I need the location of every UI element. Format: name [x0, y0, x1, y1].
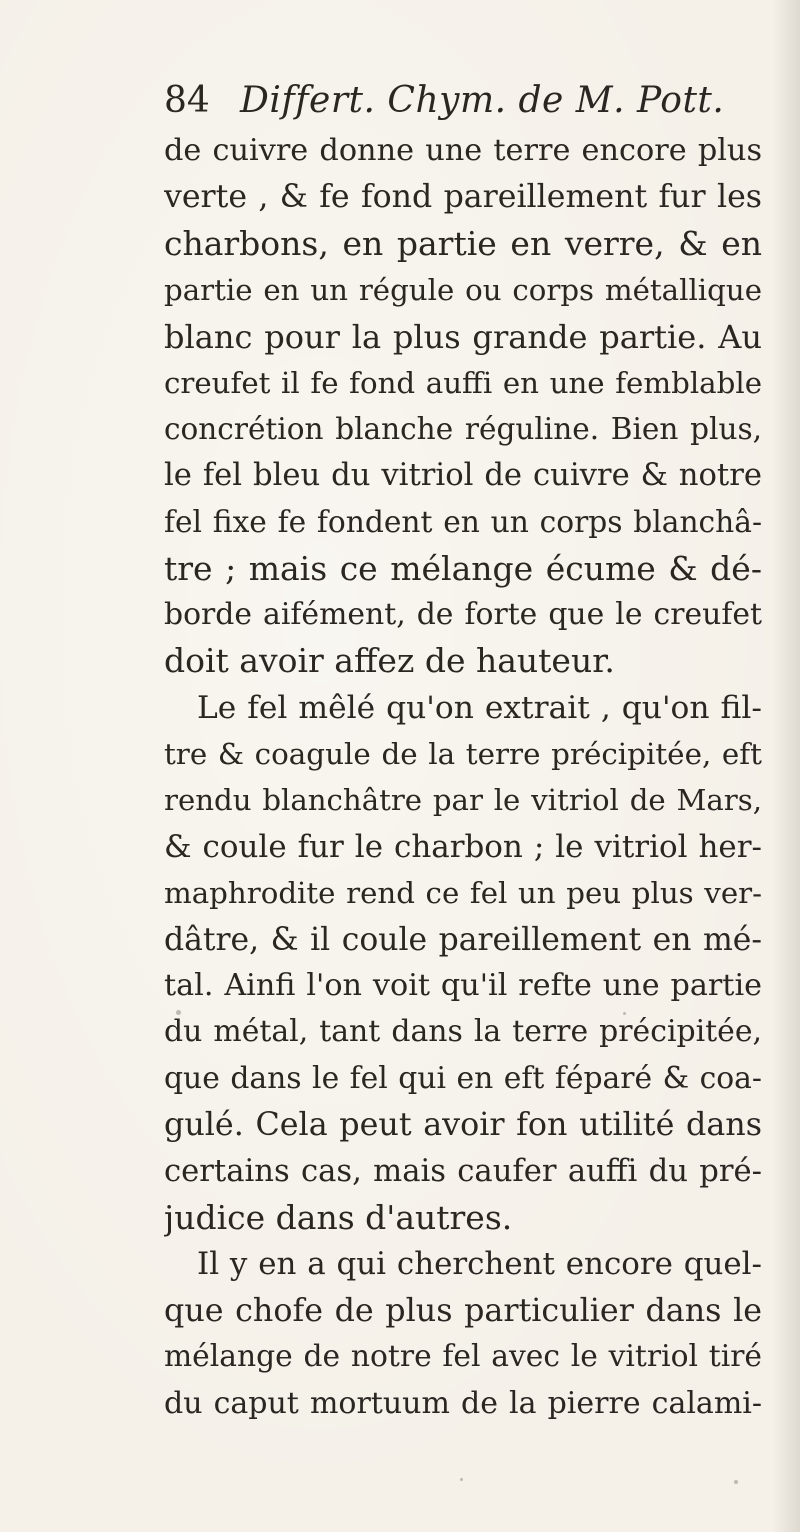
- text-line: du métal, tant dans la terre précipitée,: [164, 1014, 762, 1050]
- paper-speck: [460, 1478, 463, 1481]
- text-line: tre ; mais ce mélange écume & dé-: [164, 548, 762, 588]
- text-line: tal. Ainfi l'on voit qu'il refte une partie: [164, 968, 762, 1004]
- paper-speck: [734, 1480, 738, 1484]
- page-edge-shadow: [772, 0, 800, 1532]
- text-line: fel fixe fe fondent en un corps blanchâ-: [164, 504, 762, 540]
- text-line: charbons, en partie en verre, & en: [164, 223, 762, 263]
- text-line: que chofe de plus particulier dans le: [164, 1292, 762, 1329]
- text-line: dâtre, & il coule pareillement en mé-: [164, 921, 762, 958]
- text-line: blanc pour la plus grande partie. Au: [164, 317, 762, 356]
- page-number: 84: [164, 80, 210, 121]
- text-line: doit avoir affez de hauteur.: [164, 641, 615, 681]
- text-line: Le fel mêlé qu'on extrait , qu'on fil-: [197, 689, 762, 726]
- text-line: borde aifément, de forte que le creufet: [164, 596, 762, 632]
- text-line: partie en un régule ou corps métallique: [164, 273, 762, 308]
- text-line: verte , & fe fond pareillement fur les: [164, 179, 762, 216]
- text-line: & coule fur le charbon ; le vitriol her-: [164, 828, 762, 865]
- text-line: certains cas, mais caufer auffi du pré-: [164, 1153, 762, 1189]
- text-line: de cuivre donne une terre encore plus: [164, 133, 762, 168]
- text-line: que dans le fel qui en eft féparé & coa-: [164, 1060, 762, 1096]
- text-line: rendu blanchâtre par le vitriol de Mars,: [164, 783, 762, 818]
- text-line: judice dans d'autres.: [164, 1197, 513, 1237]
- text-line: gulé. Cela peut avoir fon utilité dans: [164, 1107, 762, 1144]
- paper-speck: [623, 1012, 626, 1015]
- paper-speck: [176, 1010, 181, 1015]
- text-line: mélange de notre fel avec le vitriol tiré: [164, 1339, 762, 1375]
- body-text: [164, 128, 762, 1427]
- running-title: Differt. Chym. de M. Pott.: [240, 80, 725, 121]
- text-line: concrétion blanche réguline. Bien plus,: [164, 412, 762, 447]
- text-line: creufet il fe fond auffi en une femblable: [164, 365, 762, 400]
- text-line: le fel bleu du vitriol de cuivre & notre: [164, 457, 762, 493]
- text-line: tre & coagule de la terre précipitée, eft: [164, 737, 762, 772]
- text-line: du caput mortuum de la pierre calami-: [164, 1385, 762, 1421]
- text-line: Il y en a qui cherchent encore quel-: [197, 1246, 762, 1283]
- page-header: [164, 74, 724, 128]
- text-line: maphrodite rend ce fel un peu plus ver-: [164, 876, 762, 911]
